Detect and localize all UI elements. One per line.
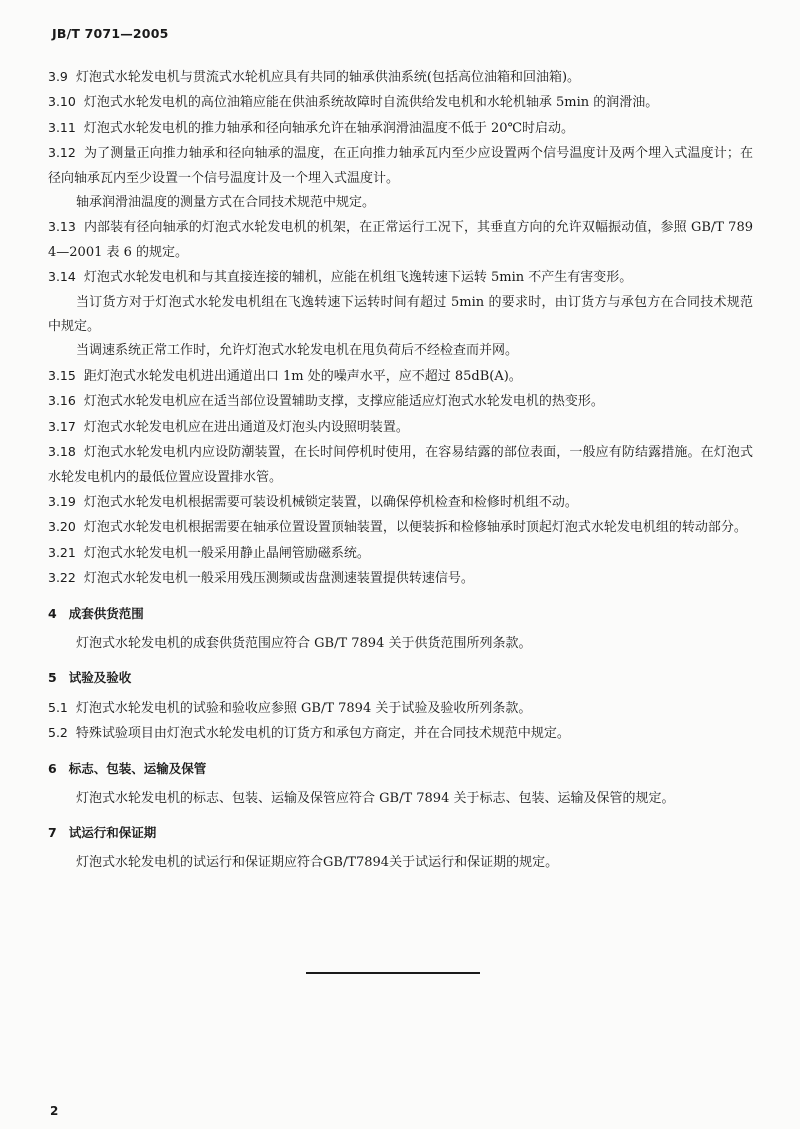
clause-3-18 xyxy=(48,440,753,490)
clause-number: 3.17 xyxy=(48,418,76,434)
section-number: 7 xyxy=(48,825,57,841)
clause-number: 3.11 xyxy=(48,119,76,135)
clause-list xyxy=(48,65,753,592)
section-heading-7 xyxy=(48,821,753,845)
section-number: 4 xyxy=(48,605,57,621)
clause-text: 灯泡式水轮发电机一般采用残压测频或齿盘测速装置提供转速信号。 xyxy=(83,571,474,587)
section-7-body: 灯泡式水轮发电机的试运行和保证期应符合GB/T7894关于试运行和保证期的规定。 xyxy=(76,855,559,871)
clause-text: 灯泡式水轮发电机根据需要可装设机械锁定装置，以确保停机检查和检修时机组不动。 xyxy=(83,494,578,510)
clause-number: 3.16 xyxy=(48,393,76,409)
clause-text: 灯泡式水轮发电机根据需要在轴承位置设置顶轴装置，以便装拆和检修轴承时顶起灯泡式水轮发电机组的转动部分。 xyxy=(83,520,747,536)
clause-text: 灯泡式水轮发电机应在适当部位设置辅助支撑，支撑应能适应灯泡式水轮发电机的热变形。 xyxy=(83,394,604,410)
section-title: 成套供货范围 xyxy=(68,605,144,621)
clause-text: 特殊试验项目由灯泡式水轮发电机的订货方和承包方商定，并在合同技术规范中规定。 xyxy=(75,726,570,742)
clause-number: 3.22 xyxy=(48,570,76,586)
clause-number: 3.10 xyxy=(48,94,76,110)
section-number: 6 xyxy=(48,760,57,776)
section-4-body: 灯泡式水轮发电机的成套供货范围应符合 GB/T 7894 关于供货范围所列条款。 xyxy=(76,635,532,651)
clause-text: 当订货方对于灯泡式水轮发电机组在飞逸转速下运转时间有超过 5min 的要求时，由订货方与承包方在合同技术规范中规定。 xyxy=(48,294,753,335)
section-heading-4 xyxy=(48,602,753,626)
clause-3-19 xyxy=(48,490,753,515)
clause-3-13 xyxy=(48,215,753,265)
clause-number: 3.18 xyxy=(48,444,76,460)
clause-number: 3.14 xyxy=(48,269,76,285)
clause-text: 当调速系统正常工作时，允许灯泡式水轮发电机在甩负荷后不经检查而并网。 xyxy=(76,343,519,359)
section-heading-5 xyxy=(48,666,753,690)
clause-text: 灯泡式水轮发电机与贯流式水轮机应具有共同的轴承供油系统(包括高位油箱和回油箱)。 xyxy=(75,70,581,85)
clause-3-16 xyxy=(48,389,753,414)
clause-number: 3.20 xyxy=(48,519,76,535)
clause-3-10 xyxy=(48,90,753,115)
clause-number: 3.13 xyxy=(48,219,76,235)
clause-number: 3.9 xyxy=(48,69,68,84)
clause-number: 3.12 xyxy=(48,145,76,161)
section-6-body: 灯泡式水轮发电机的标志、包装、运输及保管应符合 GB/T 7894 关于标志、包装、运输及保管的规定。 xyxy=(76,790,675,806)
page-number: 2 xyxy=(50,1104,59,1118)
section-title: 标志、包装、运输及保管 xyxy=(68,760,207,776)
clause-text: 灯泡式水轮发电机的试验和验收应参照 GB/T 7894 关于试验及验收所列条款。 xyxy=(75,700,532,716)
standard-code-header: JB/T 7071—2005 xyxy=(52,26,169,41)
clause-3-17 xyxy=(48,415,753,440)
clause-text: 灯泡式水轮发电机和与其直接连接的辅机，应能在机组飞逸转速下运转 5min 不产生有害变形。 xyxy=(83,270,633,286)
clause-text: 距灯泡式水轮发电机进出通道出口 1m 处的噪声水平，应不超过 85dB(A)。 xyxy=(83,368,522,384)
clause-number: 3.21 xyxy=(48,544,76,560)
clause-text: 灯泡式水轮发电机一般采用静止晶闸管励磁系统。 xyxy=(83,545,370,561)
clause-3-9 xyxy=(48,65,753,90)
clause-text: 灯泡式水轮发电机的推力轴承和径向轴承允许在轴承润滑油温度不低于 20℃时启动。 xyxy=(83,120,575,136)
clause-number: 3.15 xyxy=(48,367,76,383)
clause-5-1 xyxy=(48,696,753,721)
clause-text: 灯泡式水轮发电机应在进出通道及灯泡头内设照明装置。 xyxy=(83,419,409,435)
clause-3-11 xyxy=(48,116,753,141)
clause-number: 5.1 xyxy=(48,699,68,715)
section-title: 试验及验收 xyxy=(68,669,132,685)
clause-text: 灯泡式水轮发电机的高位油箱应能在供油系统故障时自流供给发电机和水轮机轴承 5min 的润滑油。 xyxy=(83,95,659,111)
clause-text: 轴承润滑油温度的测量方式在合同技术规范中规定。 xyxy=(76,195,376,211)
clause-text: 为了测量正向推力轴承和径向轴承的温度，在正向推力轴承瓦内至少应设置两个信号温度计及两个埋入式温度计；在径向轴承瓦内至少设置一个信号温度计及一个埋入式温度计。 xyxy=(48,146,753,186)
clause-3-20 xyxy=(48,515,753,540)
clause-3-22 xyxy=(48,566,753,591)
section-heading-6 xyxy=(48,757,753,781)
clause-5-2 xyxy=(48,721,753,746)
document-body xyxy=(48,65,753,886)
clause-3-12-continuation xyxy=(48,191,753,215)
clause-3-15 xyxy=(48,364,753,389)
clause-number: 5.2 xyxy=(48,725,68,741)
section-title: 试运行和保证期 xyxy=(68,825,157,841)
clause-3-14-continuation-1 xyxy=(48,291,753,340)
end-of-document-rule xyxy=(306,972,480,974)
clause-number: 3.19 xyxy=(48,493,76,509)
clause-text: 内部装有径向轴承的灯泡式水轮发电机的机架，在正常运行工况下，其垂直方向的允许双幅振动值，参照 GB/T 7894—2001 表 6 的规定。 xyxy=(48,220,753,260)
section-number: 5 xyxy=(48,669,57,685)
clause-3-14-continuation-2 xyxy=(48,339,753,363)
clause-3-14 xyxy=(48,265,753,290)
clause-3-21 xyxy=(48,541,753,566)
clause-3-12 xyxy=(48,141,753,191)
clause-text: 灯泡式水轮发电机内应设防潮装置，在长时间停机时使用，在容易结露的部位表面，一般应有防结露措施。在灯泡式水轮发电机内的最低位置应设置排水管。 xyxy=(48,445,753,485)
